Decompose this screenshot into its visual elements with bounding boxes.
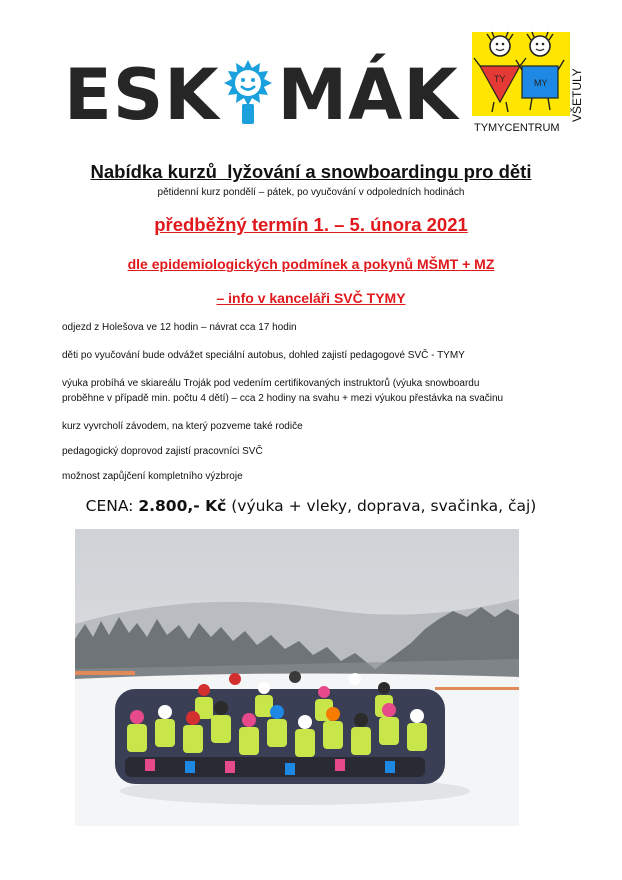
- detail-line: děti po vyučování bude odvážet speciální autobus, dohled zajistí pedagogové SVČ - TYMY: [62, 350, 465, 361]
- detail-line: proběhne v případě min. počtu 4 dětí) – cca 2 hodiny na svahu + mezi výukou přestávka na svačinu: [62, 393, 504, 404]
- tymy-name-label: TYMYCENTRUM: [474, 122, 560, 134]
- group-photo: [75, 529, 519, 826]
- office-info: – info v kanceláři SVČ TYMY: [216, 290, 406, 306]
- detail-line: možnost zapůjčení kompletního výzbroje: [62, 471, 243, 482]
- detail-line: pedagogický doprovod zajistí pracovníci SVČ: [62, 446, 263, 457]
- eskimo-face-icon: [221, 58, 275, 128]
- tymycentrum-logo: [468, 30, 586, 134]
- price-note: (výuka + vleky, doprava, svačinka, čaj): [231, 497, 537, 515]
- epidemic-notice: dle epidemiologických podmínek a pokynů MŠMT + MZ: [127, 256, 495, 272]
- page-subtitle: pětidenní kurz pondělí – pátek, po vyučování v odpoledních hodinách: [157, 187, 465, 198]
- page-title: Nabídka kurzů lyžování a snowboardingu pro děti: [90, 161, 532, 182]
- detail-line: odjezd z Holešova ve 12 hodin – návrat cca 17 hodin: [62, 322, 297, 333]
- price-line: [0, 497, 622, 515]
- logo-text-right: MÁK: [277, 54, 459, 136]
- price-label: CENA:: [85, 497, 134, 515]
- detail-line: kurz vyvrcholí závodem, na který pozveme také rodiče: [62, 421, 303, 432]
- tymy-my-label: MY: [534, 78, 548, 88]
- detail-line: výuka probíhá ve skiareálu Troják pod vedením certifikovaných instruktorů (výuka snowboardu: [62, 378, 480, 389]
- logo-text-left: ESK: [64, 54, 220, 136]
- tymy-vsetuly-label: VŠETULY: [570, 68, 584, 122]
- course-term: předběžný termín 1. – 5. února 2021: [154, 214, 468, 235]
- eskimak-logo: [64, 54, 459, 136]
- tymy-ty-label: TY: [494, 74, 506, 84]
- price-amount: 2.800,- Kč: [138, 497, 227, 515]
